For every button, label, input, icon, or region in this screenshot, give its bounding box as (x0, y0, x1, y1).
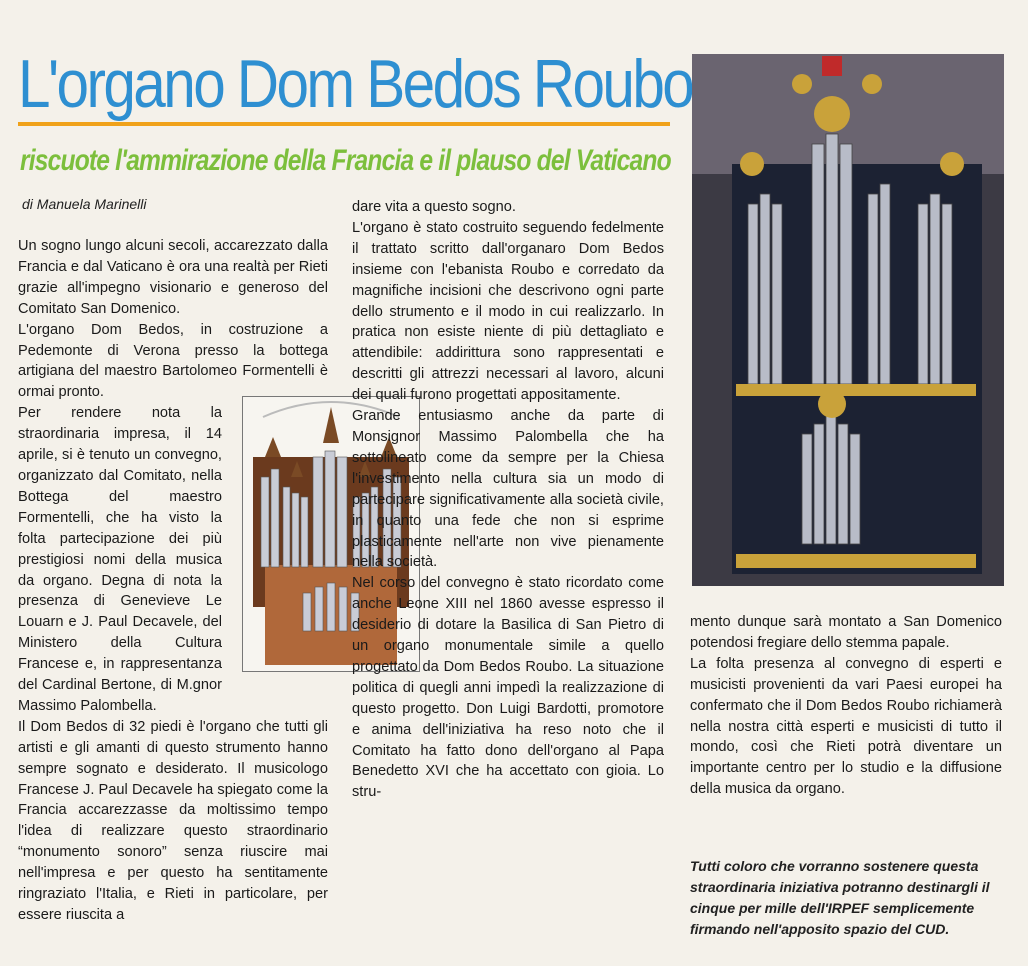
column-2 (352, 197, 664, 803)
paragraph: Per rendere nota la straordinaria impresa, il 14 aprile, si è tenuto un convegno, organizzato dal Comitato, nella Bottega del maestro Formentelli, che ha visto la folta partecipazione dei più prestigiosi nomi della musica da organo. Degna di nota la presenza di Genevieve Le Louarn e J. Paul Decavele, del Ministero della Cultura Francese e, in rappresentanza del Cardinal Bertone, di M.gnor Massimo Palombella. (18, 405, 222, 714)
paragraph: mento dunque sarà montato a San Domenico potendosi fregiare dello stemma papale. (690, 614, 1002, 651)
paragraph: L'organo è stato costruito seguendo fedelmente il trattato scritto dall'organaro Dom Bedos insieme con l'ebanista Roubo e corredato da magnifiche incisioni che descrivono ogni parte dello strumento e il modo in cui realizzarlo. In pratica non esiste niente di più dettagliato e attendibile: addirittura sono rappresentati e descritti gli attrezzi necessari al lavoro, alcuni dei quali furono progettati appositamente. (352, 219, 664, 404)
paragraph: dare vita a questo sogno. (352, 199, 516, 215)
paragraph: Il Dom Bedos di 32 piedi è l'organo che tutti gli artisti e gli amanti di questo strumento hanno sempre sognato e desiderato. Il musicologo Francese J. Paul Decavele ha spiegato come la Francia accarezzasse da moltissimo tempo l'idea di realizzare questo straordinario “monumento sonoro” senza riuscire mai nell'impresa e per questo ha sentitamente ringraziato l'Italia, e Rieti in particolare, per essere riuscita a (18, 718, 328, 923)
paragraph: Un sogno lungo alcuni secoli, accarezzato dalla Francia e dal Vaticano è ora una realtà per Rieti grazie all'impegno visionario e generoso del Comitato San Domenico. (18, 238, 328, 317)
byline: di Manuela Marinelli (22, 196, 147, 212)
paragraph: Grande entusiasmo anche da parte di Monsignor Massimo Palombella che ha sottolineato come da sempre per la Chiesa l'investimento nella cultura sia un modo di partecipare significativamente alla società civile, in quanto una fede che non si esprime plasticamente nell'arte non vive pienamente nella società. (352, 408, 664, 571)
article-subtitle: riscuote l'ammirazione della Francia e il plauso del Vaticano (20, 144, 671, 177)
paragraph: La folta presenza al convegno di esperti e musicisti provenienti da vari Paesi europei ha confermato che il Dom Bedos Roubo richiamerà nella nostra città esperti e musicisti di tutto il mondo, così che Rieti potrà diventare un importante centro per lo studio e la diffusione della musica da organo. (690, 655, 1002, 798)
paragraph: Nel corso del convegno è stato ricordato come anche Leone XIII nel 1860 avesse espresso il desiderio di dotare la Basilica di San Pietro di un organo monumentale simile a quello progettato da Dom Bedos Roubo. La situazione politica di quegli anni impedì la realizzazione di questo progetto. Don Luigi Bardotti, promotore e anima dell'iniziativa ha reso noto che il Comitato ha fatto dono dell'organo al Papa Benedetto XVI che ha accettato con gioia. Lo stru- (352, 575, 664, 801)
column-3 (690, 612, 1002, 800)
organ-church-photo (692, 54, 1004, 586)
title-underline (18, 122, 670, 126)
church-organ-illustration (692, 54, 1004, 586)
donation-note: Tutti coloro che vorranno sostenere questa straordinaria iniziativa potranno destinargli il cinque per mille dell'IRPEF semplicemente firmando nell'apposito spazio del CUD. (690, 858, 990, 937)
paragraph: L'organo Dom Bedos, in costruzione a Pedemonte di Verona presso la bottega artigiana del maestro Bartolomeo Formentelli è ormai pronto. (18, 321, 328, 401)
article-title: L'organo Dom Bedos Roubo (18, 46, 693, 122)
